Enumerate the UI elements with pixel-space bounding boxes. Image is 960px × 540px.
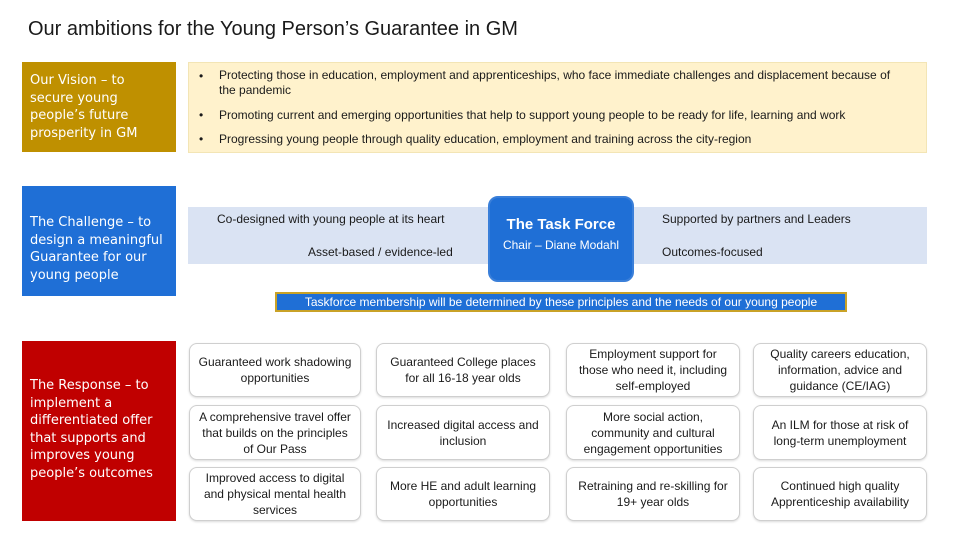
vision-points-box: [188, 62, 927, 153]
challenge-label: The Challenge –: [30, 215, 134, 230]
task-force-title: The Task Force: [506, 216, 616, 233]
offer-card: Guaranteed College places for all 16-18 year olds: [376, 343, 550, 397]
vision-label: Our Vision –: [30, 73, 108, 88]
principle-asset-based: Asset-based / evidence-led: [308, 245, 453, 259]
offer-card: Retraining and re-skilling for 19+ year olds: [566, 467, 740, 521]
offer-card: More social action, community and cultural engagement opportunities: [566, 405, 740, 460]
response-panel: [22, 341, 176, 521]
bullet-icon: •: [199, 108, 204, 122]
vision-text: to secure young people’s future prosperity in GM: [30, 73, 138, 141]
offer-card: Improved access to digital and physical mental health services: [189, 467, 361, 521]
vision-point: Promoting current and emerging opportunities that help to support young people to be ready for life, learning and work: [219, 108, 846, 122]
membership-strip: Taskforce membership will be determined by these principles and the needs of our young people: [275, 292, 847, 312]
offer-card: Quality careers education, information, advice and guidance (CE/IAG): [753, 343, 927, 397]
page-title: Our ambitions for the Young Person’s Guarantee in GM: [28, 18, 518, 40]
offer-card: Employment support for those who need it, including self-employed: [566, 343, 740, 397]
principle-co-designed: Co-designed with young people at its heart: [217, 212, 445, 226]
vision-point: Protecting those in education, employment and apprenticeships, who face immediate challenges and displacement because of the pandemic: [219, 68, 891, 97]
offer-card: A comprehensive travel offer that builds on the principles of Our Pass: [189, 405, 361, 460]
principle-outcomes: Outcomes-focused: [662, 245, 763, 259]
offer-card: An ILM for those at risk of long-term unemployment: [753, 405, 927, 460]
response-text: to implement a differentiated offer that supports and improves young people’s outcomes: [30, 378, 153, 481]
task-force-box: [488, 196, 634, 282]
bullet-icon: •: [199, 132, 204, 146]
challenge-text: to design a meaningful Guarantee for our young people: [30, 215, 163, 283]
offer-card: More HE and adult learning opportunities: [376, 467, 550, 521]
offer-card: Increased digital access and inclusion: [376, 405, 550, 460]
vision-point: Progressing young people through quality education, employment and training across the city-region: [219, 132, 752, 146]
bullet-icon: •: [199, 69, 204, 83]
response-label: The Response –: [30, 378, 132, 393]
principle-supported: Supported by partners and Leaders: [662, 212, 851, 226]
offer-card: Guaranteed work shadowing opportunities: [189, 343, 361, 397]
task-force-chair: Chair – Diane Modahl: [502, 238, 620, 252]
vision-panel: [22, 62, 176, 152]
offer-card: Continued high quality Apprenticeship availability: [753, 467, 927, 521]
challenge-panel: [22, 186, 176, 296]
